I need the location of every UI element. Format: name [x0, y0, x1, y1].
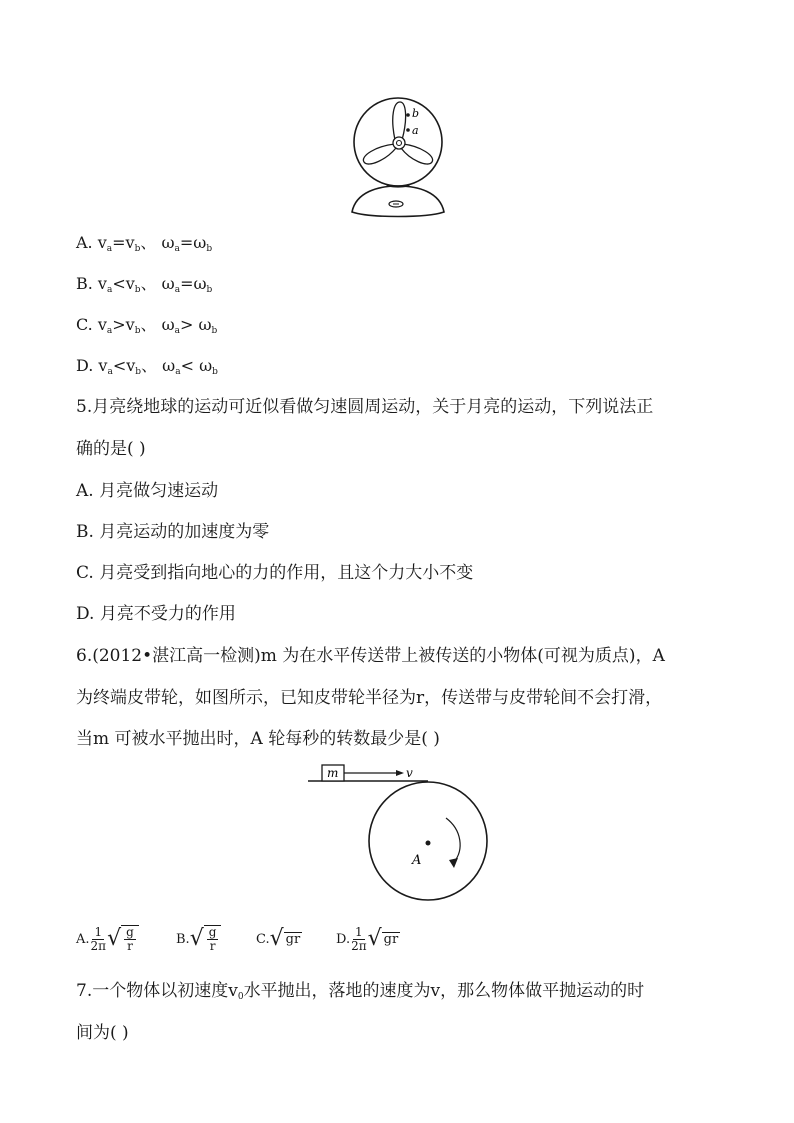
mass-label: m — [327, 766, 339, 780]
point-a — [406, 128, 410, 132]
coef-fraction: $\frac{1}{2\pi}$ — [351, 924, 367, 953]
q6-option-c[interactable]: C. √ gr — [256, 926, 301, 951]
pulley-axle — [426, 841, 431, 846]
q5-option-c[interactable]: C. 月亮受到指向地心的力的作用，且这个力大小不变 — [76, 563, 474, 583]
q6-stem-line1: 6.(2012•湛江高一检测)m 为在水平传送带上被传送的小物体(可视为质点)，A — [76, 646, 665, 666]
q5-stem-line1: 5.月亮绕地球的运动可近似看做匀速圆周运动，关于月亮的运动，下列说法正 — [76, 397, 654, 417]
q5-option-d[interactable]: D. 月亮不受力的作用 — [76, 604, 236, 624]
q6-stem-line3: 当m 可被水平抛出时，A 轮每秒的转数最少是( ) — [76, 729, 440, 749]
q6-option-b[interactable]: B. √ $\frac{g}{r}$ — [176, 920, 221, 958]
radical-sign: √ — [269, 926, 284, 951]
q4-option-a[interactable]: A. $v_a=v_b$、 $\omega_a=\omega_b$ — [76, 233, 213, 254]
fan-hub — [393, 137, 405, 149]
coef-fraction: $\frac{1}{2\pi}$ — [90, 924, 107, 953]
q5-option-a[interactable]: A. 月亮做匀速运动 — [76, 481, 219, 501]
rotation-arrow — [446, 818, 460, 862]
q4-option-c[interactable]: C. $v_a>v_b$、 $\omega_a> \omega_b$ — [76, 315, 218, 336]
point-b — [406, 113, 410, 117]
fan-blade-top — [393, 102, 406, 140]
belt-wheel-figure — [306, 760, 496, 908]
fan-blade-right — [401, 144, 433, 164]
q4-option-d[interactable]: D. $v_a<v_b$、 $\omega_a< \omega_b$ — [76, 356, 218, 377]
radical-sign: √ — [107, 926, 122, 951]
radical-sign: √ — [189, 926, 204, 951]
q4-option-b[interactable]: B. $v_a<v_b$、 $\omega_a=\omega_b$ — [76, 274, 213, 295]
q6-stem-line2: 为终端皮带轮，如图所示，已知皮带轮半径为r，传送带与皮带轮间不会打滑， — [76, 688, 663, 708]
label-b: b — [412, 107, 420, 120]
wheel-label: A — [412, 853, 422, 868]
q6-option-d[interactable]: D. $\frac{1}{2\pi}$ √ gr — [336, 924, 399, 953]
q7-stem-line2: 间为( ) — [76, 1023, 129, 1043]
fan-blade-left — [363, 144, 396, 164]
q5-option-b[interactable]: B. 月亮运动的加速度为零 — [76, 522, 270, 542]
q5-stem-line2: 确的是( ) — [76, 439, 146, 459]
velocity-label: v — [406, 766, 413, 780]
fan-figure — [346, 96, 446, 218]
radical-sign: √ — [367, 926, 382, 951]
label-a: a — [412, 124, 419, 137]
q7-stem-line1: 7.一个物体以初速度$v_0$水平抛出，落地的速度为v，那么物体做平抛运动的时 — [76, 981, 645, 1002]
q6-option-a[interactable]: A. $\frac{1}{2\pi}$ √ $\frac{g}{r}$ — [76, 920, 139, 958]
